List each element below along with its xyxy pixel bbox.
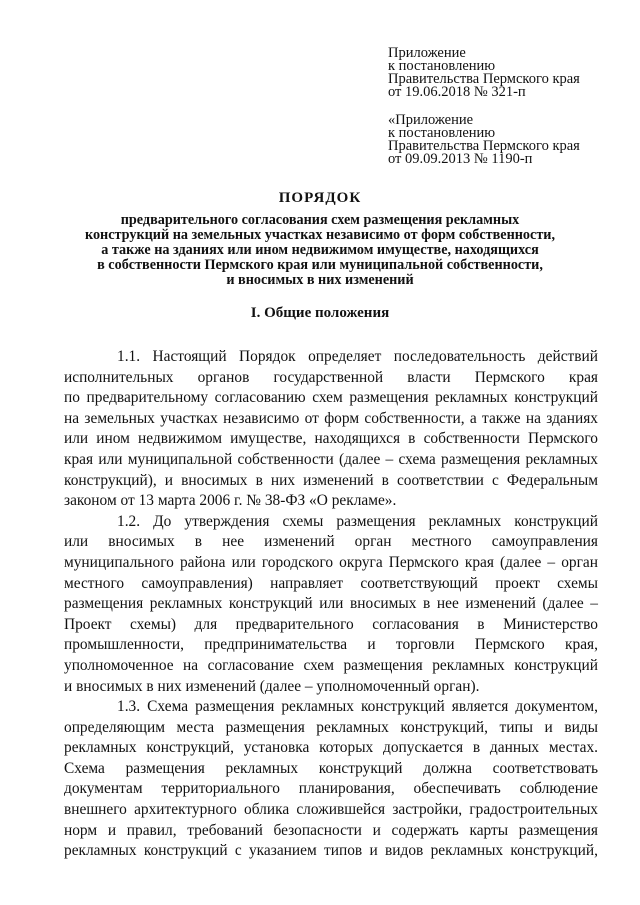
annex-line: к постановлению (388, 58, 496, 74)
annex-line: Приложение (388, 45, 466, 61)
paragraph-line: местного самоуправления) направляет соответствующий проект схемы (64, 574, 598, 592)
annex-line: Правительства Пермского края (388, 71, 580, 87)
annex-note-original (388, 114, 628, 166)
subtitle-line: а также на зданиях или ином недвижимом имуществе, находящихся (101, 242, 539, 258)
document-subtitle (0, 213, 640, 288)
paragraph-line: конструкций), и вносимых в них изменений в соответствии с Федеральным (64, 471, 598, 489)
paragraph-line: и вносимых в них изменений (далее – уполномоченный орган). (64, 677, 480, 695)
paragraph-line: муниципального района или городского округа Пермского края (далее – орган (64, 553, 598, 571)
paragraph-line: или вносимых в нее изменений орган местного самоуправления (64, 533, 598, 551)
paragraph-line: законом от 13 марта 2006 г. № 38-ФЗ «О рекламе». (64, 492, 397, 510)
subtitle-line: конструкций на земельных участках независимо от форм собственности, (84, 227, 556, 243)
annex-line: к постановлению (388, 125, 496, 141)
paragraph-line: рекламных конструкций с указанием типов и видов рекламных конструкций, (64, 842, 598, 860)
subtitle-line: в собственности Пермского края или муниципальной собственности, (97, 257, 543, 273)
paragraph-line: внешнего архитектурного облика сложившейся застройки, градостроительных (64, 801, 598, 819)
paragraph-line: на земельных участках независимо от форм собственности, а также на зданиях (64, 409, 598, 427)
paragraph-line: исполнительных органов государственной власти Пермского края (64, 368, 598, 386)
paragraph-line: края или муниципальной собственности (далее – схема размещения рекламных (64, 450, 598, 468)
section-heading: I. Общие положения (250, 305, 390, 321)
paragraph-line: размещения рекламных конструкций или вносимых в нее изменений (далее – (64, 595, 598, 613)
document-title: ПОРЯДОК (278, 190, 362, 206)
paragraph-line: уполномоченное на согласование схем размещения рекламных конструкций (64, 656, 598, 674)
paragraph-line: или ином недвижимом имуществе, находящихся в собственности Пермского (64, 430, 598, 448)
paragraph-line: документам территориального планирования, обеспечивать соблюдение (64, 780, 598, 798)
subtitle-line: и вносимых в них изменений (226, 272, 414, 288)
paragraph-line: Схема размещения рекламных конструкций должна соответствовать (64, 759, 598, 777)
paragraph-line: норм и правил, требований безопасности и содержать карты размещения (64, 821, 598, 839)
annex-line: Правительства Пермского края (388, 138, 580, 154)
annex-line: от 19.06.2018 № 321-п (388, 84, 526, 100)
paragraph-line: рекламных конструкций, установка которых допускается в данных местах. (64, 739, 598, 757)
paragraph-line: по предварительному согласованию схем размещения рекламных конструкций (64, 389, 598, 407)
annex-note-current (388, 47, 628, 99)
subtitle-line: предварительного согласования схем размещения рекламных (120, 212, 520, 228)
paragraph-line: определяющим места размещения рекламных конструкций, типы и виды (64, 718, 598, 736)
annex-line: «Приложение (388, 112, 474, 128)
annex-line: от 09.09.2013 № 1190-п (388, 151, 533, 167)
paragraph-line: промышленности, предпринимательства и торговли Пермского края, (64, 636, 598, 654)
paragraph-line: 1.2. До утверждения схемы размещения рекламных конструкций (117, 512, 598, 530)
paragraph-line: Проект схемы) для предварительного согласования в Министерство (64, 615, 598, 633)
paragraph-line: 1.1. Настоящий Порядок определяет последовательность действий (117, 348, 598, 365)
body-text (64, 347, 598, 862)
paragraph-line: 1.3. Схема размещения рекламных конструкций является документом, (117, 698, 598, 716)
